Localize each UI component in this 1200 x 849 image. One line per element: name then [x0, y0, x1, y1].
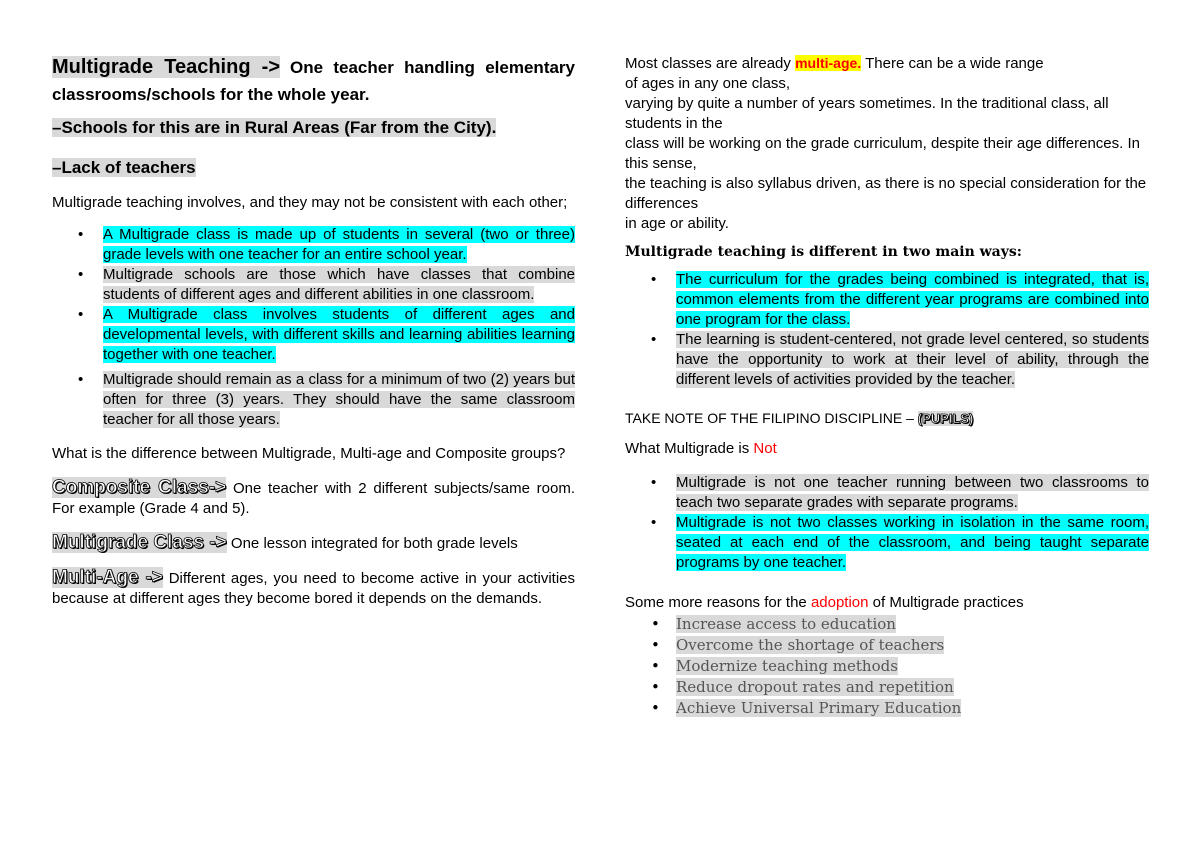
list-item: • Overcome the shortage of teachers [651, 636, 945, 654]
not-list [625, 473, 1149, 573]
list-item: • Multigrade should remain as a class for a minimum of two (2) years but often for three (3) years. They should have the same classroom teacher for all those years. [78, 371, 575, 428]
list-item: • Multigrade is not two classes working in isolation in the same room, seated at each end of the classroom, and being taught separate programs by one teacher. [651, 514, 1149, 571]
rural-areas-note: –Schools for this are in Rural Areas (Far from the City). [52, 118, 497, 137]
reasons-list [625, 614, 1149, 719]
composite-class-term: Composite Class-> [52, 477, 227, 498]
list-item: • A Multigrade class is made up of students in several (two or three) grade levels with one teacher for an entire school year. [78, 226, 575, 263]
two-ways-heading: Multigrade teaching is different in two main ways: [625, 244, 1022, 260]
multigrade-class-term: Multigrade Class -> [52, 532, 227, 553]
multi-age-term: Multi-Age -> [52, 567, 163, 588]
multigrade-teaching-definition [52, 54, 575, 109]
multi-age-definition [52, 568, 575, 609]
list-item: • Multigrade schools are those which have classes that combine students of different ages and different abilities in one classroom. [78, 266, 575, 303]
multigrade-class-definition [52, 533, 575, 554]
multi-age-paragraph: Most classes are already multi-age. There can be a wide range of ages in any one class, varying by quite a number of years sometimes. In the traditional class, all students in the class will be working on the grade curriculum, despite their age differences. In this sense, the teaching is also syllabus driven, as there is no special consideration for the differences in age or ability. [625, 55, 1147, 232]
left-column [52, 50, 575, 609]
list-item: • The curriculum for the grades being combined is integrated, that is, common elements from the different year programs are combined into one program for the class. [651, 271, 1149, 328]
multigrade-class-def: One lesson integrated for both grade levels [230, 535, 518, 552]
what-multigrade-is-not: What Multigrade is Not [625, 440, 777, 457]
multigrade-bullet-list [52, 225, 575, 430]
list-item: • The learning is student-centered, not grade level centered, so students have the opportunity to work at their level of ability, through the different levels of activities provided by the teacher. [651, 331, 1149, 388]
reasons-heading: Some more reasons for the adoption of Multigrade practices [625, 594, 1024, 611]
lack-teachers-note: –Lack of teachers [52, 158, 196, 177]
list-item: • Modernize teaching methods [651, 657, 898, 675]
difference-question: What is the difference between Multigrade, Multi-age and Composite groups? [52, 445, 566, 462]
list-item: • Achieve Universal Primary Education [651, 699, 962, 717]
take-note-line: TAKE NOTE OF THE FILIPINO DISCIPLINE – (PUPILS) [625, 410, 974, 426]
two-ways-list [625, 270, 1149, 390]
composite-class-definition [52, 478, 575, 519]
list-item: • Increase access to education [651, 615, 896, 633]
right-column [625, 50, 1149, 719]
list-item: • Reduce dropout rates and repetition [651, 678, 954, 696]
composite-class-def: One teacher with 2 different subjects/same room. For example (Grade 4 and 5). [52, 480, 576, 517]
intro-text: Multigrade teaching involves, and they may not be consistent with each other; [52, 194, 568, 211]
list-item: • A Multigrade class involves students of different ages and developmental levels, with different skills and learning abilities learning together with one teacher. [78, 306, 575, 363]
not-word: Not [753, 440, 777, 457]
multigrade-teaching-def: One teacher handling elementary classrooms/schools for the whole year. [52, 58, 576, 104]
list-item: • Multigrade is not one teacher running between two classrooms to teach two separate grades with separate programs. [651, 474, 1149, 511]
pupils-tag: (PUPILS) [917, 411, 974, 426]
multi-age-highlight: multi-age. [795, 55, 862, 71]
multi-age-def: Different ages, you need to become active in your activities because at different ages they become bored it depends on the demands. [52, 570, 575, 607]
adoption-word: adoption [810, 594, 869, 611]
multigrade-teaching-term: Multigrade Teaching -> [52, 56, 280, 78]
